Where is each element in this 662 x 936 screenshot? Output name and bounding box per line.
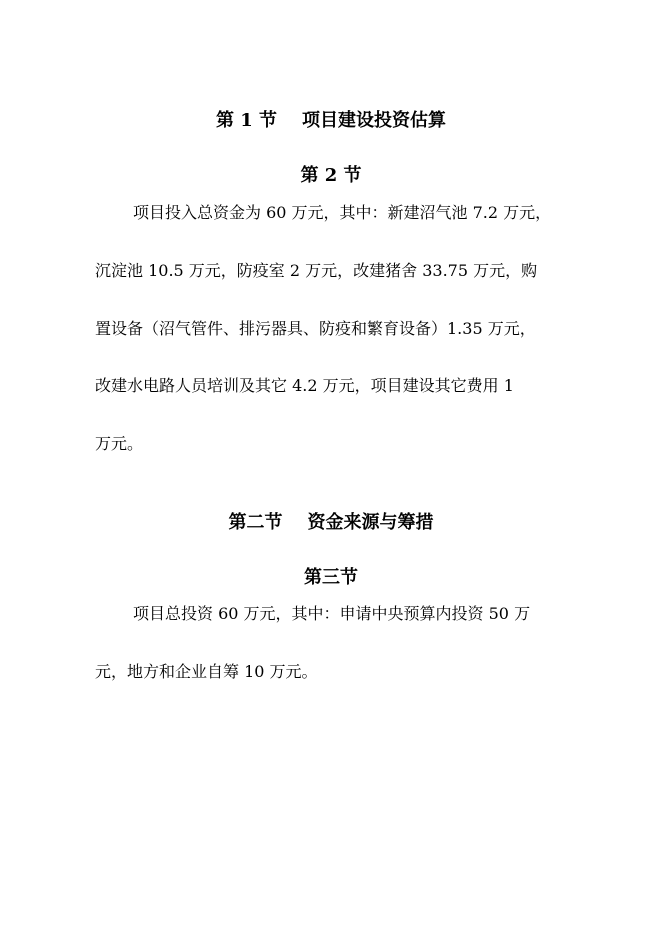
section-2-paragraph-line: 项目总投资 60 万元，其中：申请中央预算内投资 50 万	[133, 604, 531, 623]
section-2-paragraph-line: 元，地方和企业自筹 10 万元。	[95, 662, 318, 681]
section-1-paragraph-line: 项目投入总资金为 60 万元，其中：新建沼气池 7.2 万元，	[133, 203, 552, 222]
section-1-paragraph-line: 改建水电路人员培训及其它 4.2 万元，项目建设其它费用 1	[95, 376, 514, 395]
section-2-title: 第二节 资金来源与筹措	[228, 512, 434, 533]
section-1-paragraph-line: 置设备（沼气管件、排污器具、防疫和繁育设备）1.35 万元，	[95, 319, 536, 338]
section-1-title: 第 1 节 项目建设投资估算	[215, 110, 447, 131]
section-1-subtitle: 第 2 节	[300, 165, 362, 186]
section-1-paragraph-line: 沉淀池 10.5 万元，防疫室 2 万元，改建猪舍 33.75 万元，购	[95, 261, 538, 280]
section-1-paragraph-line: 万元。	[95, 434, 144, 453]
section-2-subtitle: 第三节	[304, 567, 358, 588]
